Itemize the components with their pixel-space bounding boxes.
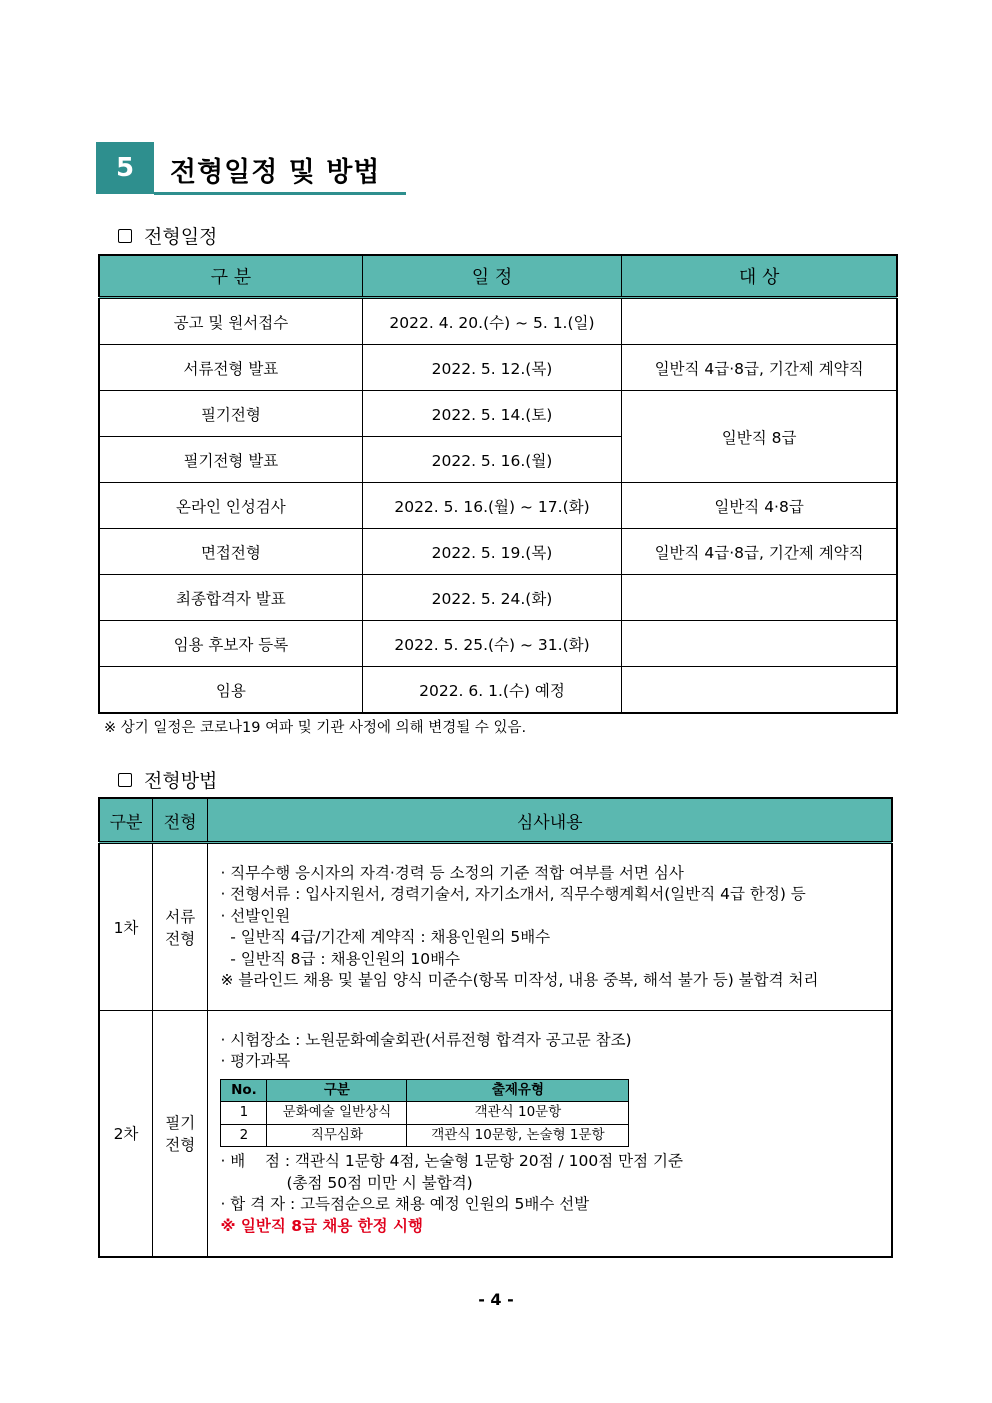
cell-target xyxy=(622,575,897,621)
table-row xyxy=(99,667,897,714)
method-table xyxy=(98,797,893,1258)
section-title: 전형일정 및 방법 xyxy=(170,157,381,188)
section-heading xyxy=(96,142,406,196)
cell-item: 온라인 인성검사 xyxy=(99,483,362,529)
section-number: 5 xyxy=(96,142,154,194)
subject-no: 2 xyxy=(221,1124,267,1147)
table-row xyxy=(99,391,897,437)
subject-header-name: 구분 xyxy=(267,1079,407,1102)
schedule-table xyxy=(98,254,898,714)
cell-target: 일반직 4급·8급, 기간제 계약직 xyxy=(622,529,897,575)
square-bullet-icon xyxy=(118,773,132,787)
table-row xyxy=(99,345,897,391)
content-line: - 일반직 4급/기간제 계약직 : 채용인원의 5배수 xyxy=(220,928,551,946)
content-line: · 합 격 자 : 고득점순으로 채용 예정 인원의 5배수 선발 xyxy=(220,1195,590,1213)
cell-target: 일반직 4·8급 xyxy=(622,483,897,529)
table-row xyxy=(99,529,897,575)
subject-table xyxy=(220,1079,629,1148)
cell-date: 2022. 5. 14.(토) xyxy=(362,391,621,437)
schedule-note: ※ 상기 일정은 코로나19 여파 및 기관 사정에 의해 변경될 수 있음. xyxy=(104,720,527,736)
section-underline xyxy=(154,192,406,195)
cell-target: 일반직 4급·8급, 기간제 계약직 xyxy=(622,345,897,391)
method-heading-text: 전형방법 xyxy=(144,770,218,792)
cell-date: 2022. 5. 24.(화) xyxy=(362,575,621,621)
schedule-heading-text: 전형일정 xyxy=(144,226,218,248)
cell-date: 2022. 5. 19.(목) xyxy=(362,529,621,575)
header-type: 전형 xyxy=(152,798,207,843)
cell-round: 1차 xyxy=(99,843,152,1011)
cell-date: 2022. 4. 20.(수) ~ 5. 1.(일) xyxy=(362,298,621,345)
content-line: · 배 점 : 객관식 1문항 4점, 논술형 1문항 20점 / 100점 만점 기준 xyxy=(220,1152,683,1170)
content-line: ※ 블라인드 채용 및 붙임 양식 미준수(항목 미작성, 내용 중복, 해석 불가 등) 불합격 처리 xyxy=(220,971,819,989)
subject-header-row xyxy=(221,1079,629,1102)
header-date: 일 정 xyxy=(362,255,621,298)
cell-date: 2022. 5. 25.(수) ~ 31.(화) xyxy=(362,621,621,667)
subject-name: 문화예술 일반상식 xyxy=(267,1102,407,1125)
method-header-row xyxy=(99,798,892,843)
cell-item: 최종합격자 발표 xyxy=(99,575,362,621)
cell-round: 2차 xyxy=(99,1011,152,1257)
cell-item: 면접전형 xyxy=(99,529,362,575)
subject-name: 직무심화 xyxy=(267,1124,407,1147)
table-row xyxy=(99,575,897,621)
content-line: - 일반직 8급 : 채용인원의 10배수 xyxy=(220,949,461,968)
subject-header-no: No. xyxy=(221,1079,267,1102)
content-line: (총점 50점 미만 시 불합격) xyxy=(286,1173,473,1192)
header-round: 구분 xyxy=(99,798,152,843)
content-line: · 직무수행 응시자의 자격·경력 등 소정의 기준 적합 여부를 서면 심사 xyxy=(220,863,684,882)
subject-header-format: 출제유형 xyxy=(407,1079,629,1102)
cell-item: 공고 및 원서접수 xyxy=(99,298,362,345)
table-row xyxy=(221,1102,629,1125)
content-line: · 평가과목 xyxy=(220,1052,291,1070)
cell-content xyxy=(208,1011,892,1257)
cell-item: 필기전형 발표 xyxy=(99,437,362,483)
subject-format: 객관식 10문항, 논술형 1문항 xyxy=(407,1124,629,1147)
schedule-heading xyxy=(118,222,217,249)
table-row xyxy=(99,1011,892,1257)
cell-date: 2022. 5. 12.(목) xyxy=(362,345,621,391)
header-category: 구 분 xyxy=(99,255,362,298)
content-line: · 시험장소 : 노원문화예술회관(서류전형 합격자 공고문 참조) xyxy=(220,1030,632,1049)
cell-type: 필기 전형 xyxy=(152,1011,207,1257)
table-row xyxy=(99,483,897,529)
cell-content xyxy=(208,843,892,1011)
cell-date: 2022. 5. 16.(월) ~ 17.(화) xyxy=(362,483,621,529)
content-line-emphasis: ※ 일반직 8급 채용 한정 시행 xyxy=(220,1216,424,1235)
table-row xyxy=(99,621,897,667)
schedule-header-row xyxy=(99,255,897,298)
method-heading xyxy=(118,766,217,793)
content-line: · 선발인원 xyxy=(220,906,291,925)
cell-target xyxy=(622,298,897,345)
table-row xyxy=(99,843,892,1011)
cell-item: 임용 xyxy=(99,667,362,714)
subject-no: 1 xyxy=(221,1102,267,1125)
cell-date: 2022. 6. 1.(수) 예정 xyxy=(362,667,621,714)
cell-target xyxy=(622,621,897,667)
cell-target xyxy=(622,667,897,714)
table-row xyxy=(99,298,897,345)
cell-item: 필기전형 xyxy=(99,391,362,437)
cell-item: 임용 후보자 등록 xyxy=(99,621,362,667)
cell-target: 일반직 8급 xyxy=(622,391,897,483)
header-target: 대 상 xyxy=(622,255,897,298)
cell-item: 서류전형 발표 xyxy=(99,345,362,391)
cell-date: 2022. 5. 16.(월) xyxy=(362,437,621,483)
table-row xyxy=(221,1124,629,1147)
page-number: - 4 - xyxy=(478,1290,514,1309)
content-line: · 전형서류 : 입사지원서, 경력기술서, 자기소개서, 직무수행계획서(일반직 4급 한정) 등 xyxy=(220,885,806,903)
header-content: 심사내용 xyxy=(208,798,892,843)
cell-type: 서류 전형 xyxy=(152,843,207,1011)
square-bullet-icon xyxy=(118,229,132,243)
subject-format: 객관식 10문항 xyxy=(407,1102,629,1125)
